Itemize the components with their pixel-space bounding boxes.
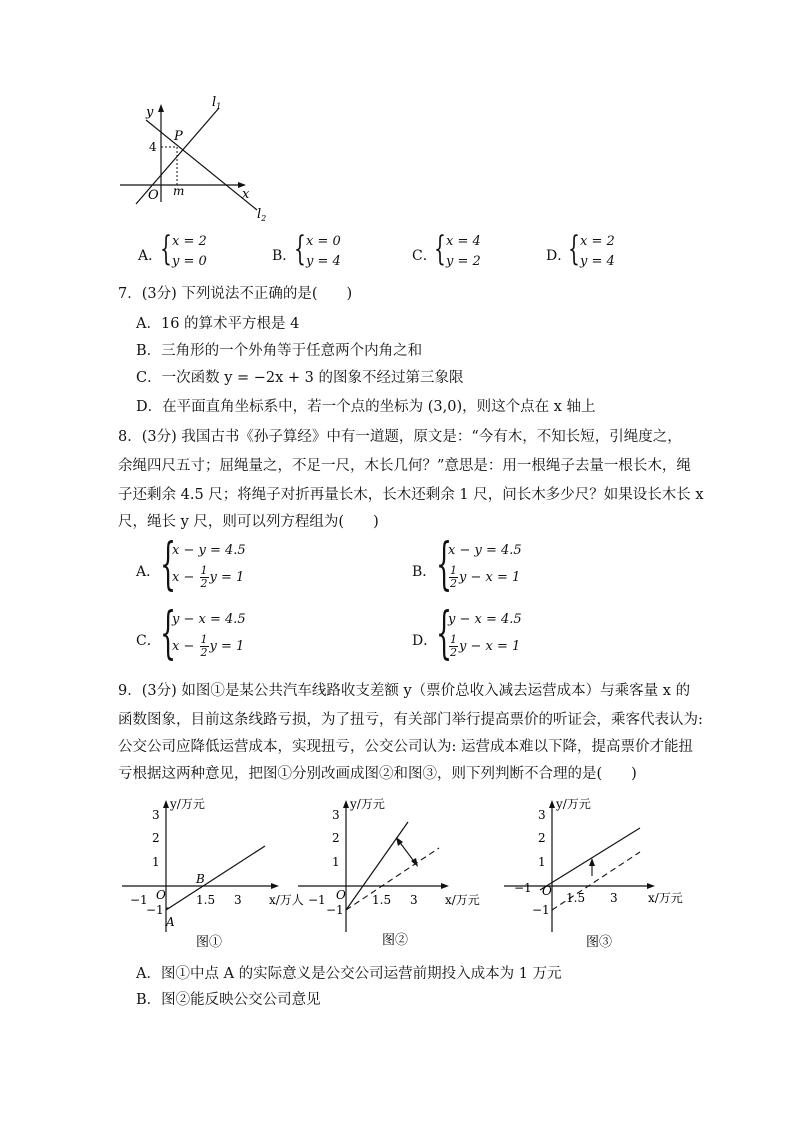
q6-option-a[interactable]: A． { x = 2 y = 0 — [138, 229, 207, 269]
m-label: m — [173, 184, 185, 198]
graph-1 — [118, 790, 304, 960]
y-axis-label: y — [146, 105, 154, 120]
intersection-figure — [112, 94, 272, 222]
q6-option-d[interactable]: D． { x = 2 y = 4 — [546, 229, 615, 269]
q9-line-3: 公交公司应降低运营成本，实现扭亏，公交公司认为: 运营成本难以下降，提高票价才能扭 — [118, 739, 693, 755]
q9-option-a[interactable]: A．图①中点 A 的实际意义是公交公司运营前期投入成本为 1 万元 — [136, 966, 562, 982]
y-axis-label: y/万元 — [350, 797, 385, 811]
x-axis-label: x/万元 — [445, 893, 480, 907]
origin-label: O — [148, 188, 159, 203]
option-letter: D． — [412, 633, 438, 649]
q8-option-c[interactable]: C． { y − x = 4.5 x − $\frac{1}{2}$ y = 1 — [136, 601, 246, 666]
tick-x15: 1.5 — [566, 891, 586, 905]
q9-line-4: 亏根据这两种意见，把图①分别改画成图②和图③，则下列判断不合理的是( ) — [118, 766, 637, 782]
point-b-label: B — [196, 872, 205, 886]
tick-x3: 3 — [610, 891, 618, 905]
option-letter: C． — [136, 633, 161, 649]
origin-label: O — [156, 888, 166, 902]
tick-x15: 1.5 — [196, 893, 216, 907]
tick-yneg1: −1 — [146, 903, 164, 917]
option-letter: B． — [412, 564, 437, 580]
tick-x3: 3 — [410, 893, 418, 907]
q9-line-1: 9．(3分) 如图①是某公共汽车线路收支差额 y（票价总收入减去运营成本）与乘客量 x 的 — [118, 683, 691, 699]
graph-2 — [294, 790, 484, 960]
q7-option-d[interactable]: D．在平面直角坐标系中，若一个点的坐标为 (3,0)，则这个点在 x 轴上 — [136, 399, 596, 415]
tick-yneg1: −1 — [326, 903, 344, 917]
q8-option-d[interactable]: D． { y − x = 4.5 $\frac{1}{2}$ y − x = 1 — [412, 601, 522, 666]
q8-option-b[interactable]: B． { x − y = 4.5 $\frac{1}{2}$ y − x = 1 — [412, 532, 522, 597]
tick-y2: 2 — [538, 831, 546, 845]
tick-x15: 1.5 — [372, 893, 392, 907]
point-p-label: P — [174, 129, 183, 144]
q6-option-b[interactable]: B． { x = 0 y = 4 — [272, 229, 341, 269]
tick-xneg1: −1 — [514, 881, 532, 895]
tick-yneg1: −1 — [532, 903, 550, 917]
tick-y1: 1 — [152, 855, 160, 869]
q8-option-a[interactable]: A． { x − y = 4.5 x − $\frac{1}{2}$ y = 1 — [136, 532, 246, 597]
y-axis-label: y/万元 — [170, 797, 205, 811]
origin-label: O — [336, 888, 346, 902]
y-axis-label: y/万元 — [556, 797, 591, 811]
four-label: 4 — [149, 140, 157, 154]
q9-line-2: 函数图象，目前这条线路亏损，为了扭亏，有关部门举行提高票价的听证会，乘客代表认为: — [118, 712, 703, 728]
q8-line-3: 子还剩余 4.5 尺；将绳子对折再量长木，长木还剩余 1 尺，问长木多少尺？如果设长木长 x — [118, 487, 704, 503]
q9-option-b[interactable]: B．图②能反映公交公司意见 — [136, 992, 321, 1008]
option-letter: A． — [138, 248, 163, 264]
tick-xneg1: −1 — [130, 893, 148, 907]
graph-caption: 图③ — [586, 935, 613, 950]
l1-label: $l_1$ — [212, 95, 222, 111]
origin-label: O — [542, 884, 552, 898]
point-a-label: A — [166, 915, 175, 929]
tick-y3: 3 — [152, 808, 160, 822]
tick-y3: 3 — [332, 808, 340, 822]
tick-x3: 3 — [234, 893, 242, 907]
q7-option-b[interactable]: B．三角形的一个外角等于任意两个内角之和 — [136, 343, 423, 359]
q7-stem: 7．(3分) 下列说法不正确的是( ) — [118, 286, 353, 302]
q8-line-1: 8．(3分) 我国古书《孙子算经》中有一道题，原文是：“今有木，不知长短，引绳度之， — [118, 429, 682, 445]
tick-y1: 1 — [538, 855, 546, 869]
q8-line-4: 尺，绳长 y 尺，则可以列方程组为( ) — [118, 514, 379, 530]
l2-label: $l_2$ — [257, 207, 267, 223]
x-axis-label: x/万人 — [269, 893, 304, 907]
option-letter: B． — [272, 248, 297, 264]
graph-caption: 图② — [382, 933, 409, 948]
q7-option-c[interactable]: C．一次函数 y = −2x + 3 的图象不经过第三象限 — [136, 370, 464, 386]
option-letter: D． — [546, 248, 572, 264]
x-axis-label: x — [242, 187, 250, 202]
option-letter: A． — [136, 564, 161, 580]
q6-option-c[interactable]: C． { x = 4 y = 2 — [412, 229, 481, 269]
option-letter: C． — [412, 248, 437, 264]
tick-y3: 3 — [538, 808, 546, 822]
tick-xneg1: −1 — [308, 893, 326, 907]
q8-line-2: 余绳四尺五寸；屈绳量之，不足一尺，木长几何？”意思是：用一根绳子去量一根长木，绳 — [118, 458, 691, 474]
tick-y2: 2 — [332, 831, 340, 845]
tick-y1: 1 — [332, 855, 340, 869]
graph-3 — [500, 790, 690, 960]
graph-caption: 图① — [196, 935, 223, 950]
q7-option-a[interactable]: A．16 的算术平方根是 4 — [136, 316, 300, 332]
tick-y2: 2 — [152, 831, 160, 845]
x-axis-label: x/万元 — [648, 891, 683, 905]
